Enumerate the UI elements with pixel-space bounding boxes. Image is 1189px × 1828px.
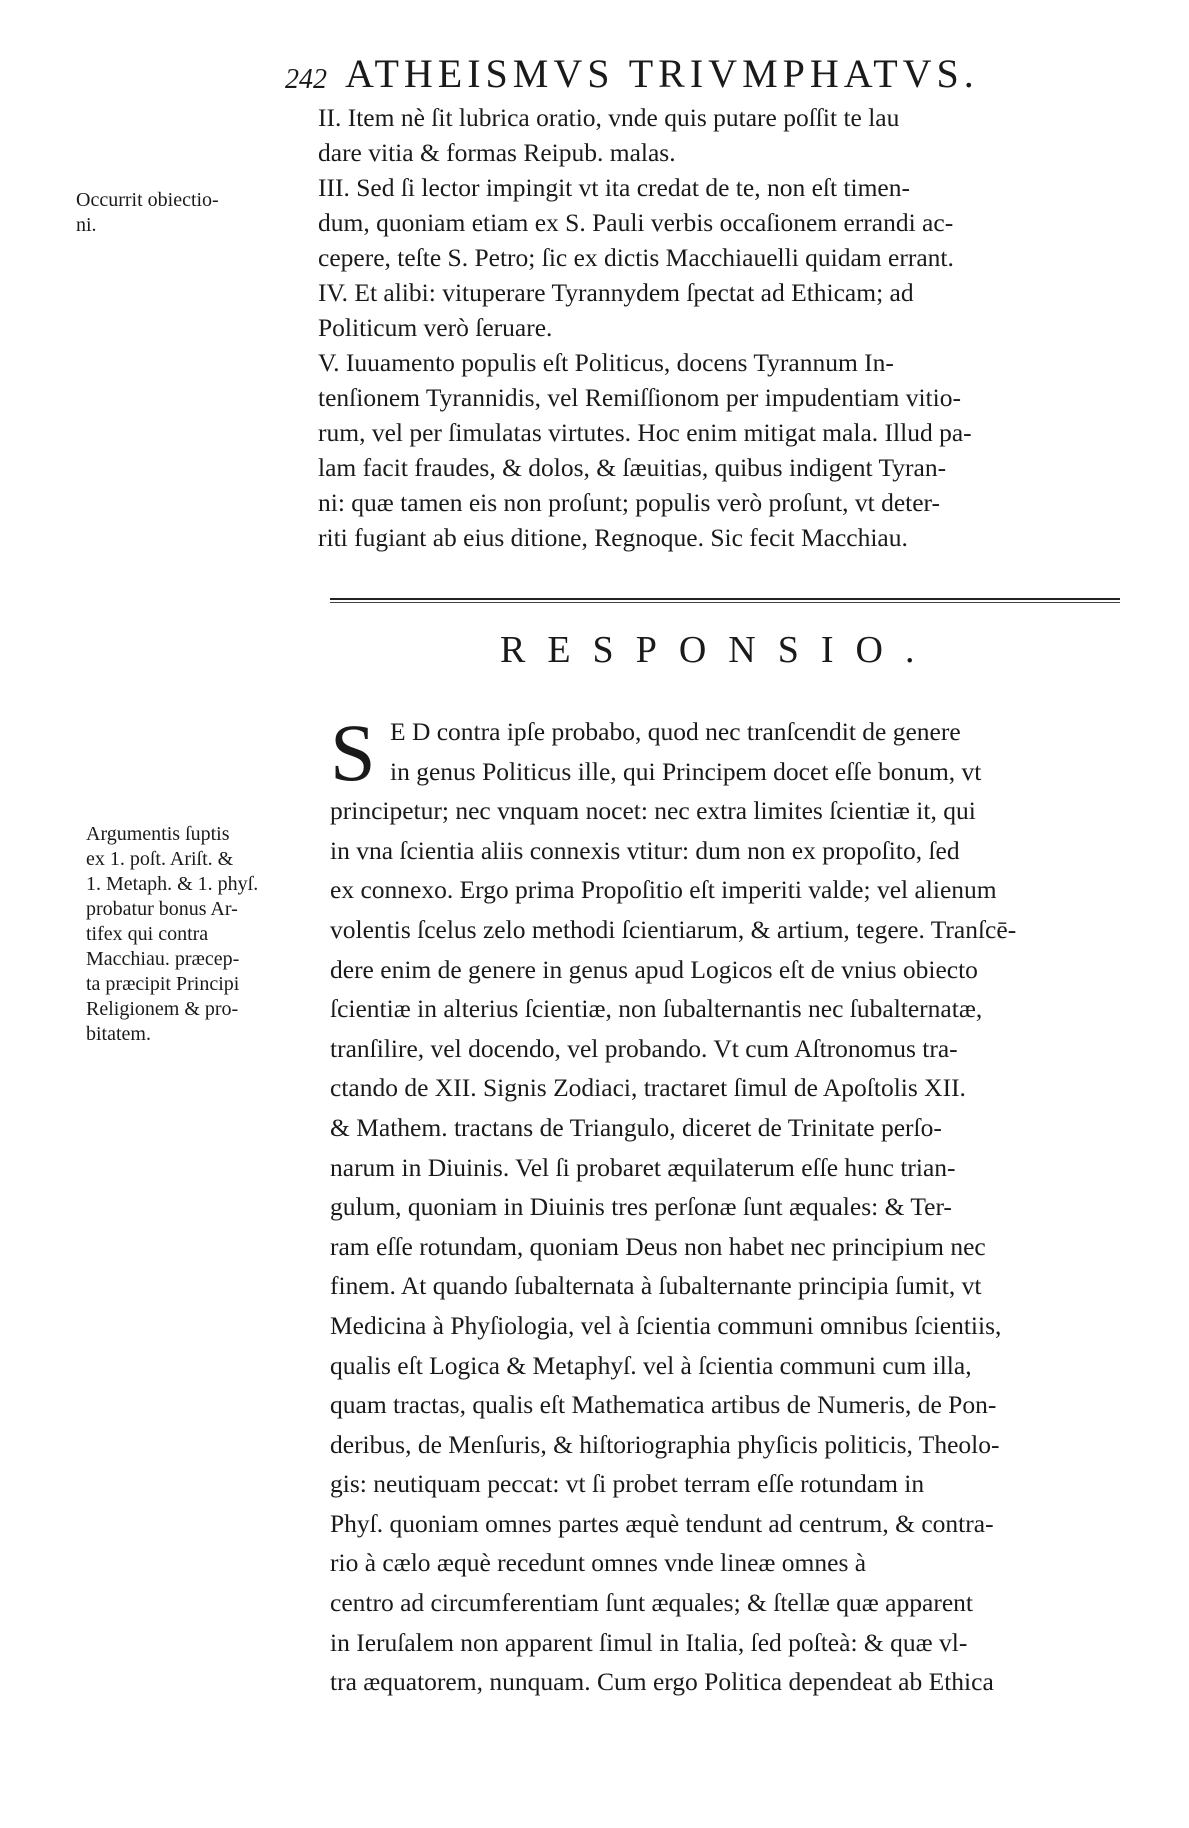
divider-rule — [330, 602, 1120, 603]
section-heading: RESPONSIO. — [500, 629, 937, 671]
text-line: qualis eſt Logica & Metaphyſ. vel à ſcientia communi cum illa, — [330, 1350, 972, 1380]
text-line: ſcientiæ in alterius ſcientiæ, non ſubalternantis nec ſubalternatæ, — [330, 994, 983, 1024]
margin-note-line: ex 1. poſt. Ariſt. & — [86, 848, 234, 870]
drop-cap: S — [330, 707, 376, 798]
text-line: finem. At quando ſubalternata à ſubalternante principia ſumit, vt — [330, 1271, 982, 1301]
text-line: lam facit fraudes, & dolos, & ſæuitias, quibus indigent Tyran- — [318, 453, 947, 482]
text-line: dere enim de genere in genus apud Logicos eſt de vnius obiecto — [330, 954, 978, 984]
objection-paragraph-4 — [318, 275, 1128, 345]
text-line: ni: quæ tamen eis non proſunt; populis verò proſunt, vt deter- — [318, 488, 941, 517]
text-line: gis: neutiquam peccat: vt ſi probet terram eſſe rotundam in — [330, 1469, 925, 1499]
section-divider — [330, 598, 1120, 604]
objection-paragraph-3 — [318, 170, 1128, 275]
text-line: principetur; nec vnquam nocet: nec extra limites ſcientiæ it, qui — [330, 796, 976, 826]
text-line: tranſilire, vel docendo, vel probando. Vt cum Aſtronomus tra- — [330, 1033, 958, 1063]
margin-note-line: Argumentis ſuptis — [86, 823, 230, 845]
text-line: tra æquatorem, nunquam. Cum ergo Politica dependeat ab Ethica — [330, 1667, 994, 1697]
text-line: & Mathem. tractans de Triangulo, diceret de Trinitate perſo- — [330, 1112, 942, 1142]
text-line: Medicina à Phyſiologia, vel à ſcientia communi omnibus ſcientiis, — [330, 1310, 1002, 1340]
divider-rule — [330, 598, 1120, 600]
margin-note-line: Occurrit obiectio- — [76, 189, 219, 211]
text-line: II. Item nè ſit lubrica oratio, vnde quis putare poſſit te lau — [318, 103, 900, 132]
margin-note-line: 1. Metaph. & 1. phyſ. — [86, 873, 259, 895]
text-line: cepere, teſte S. Petro; ſic ex dictis Macchiauelli quidam errant. — [318, 243, 954, 272]
text-line: Phyſ. quoniam omnes partes æquè tendunt ad centrum, & contra- — [330, 1508, 994, 1538]
margin-note-line: Macchiau. præcep- — [86, 948, 240, 970]
response-body — [330, 707, 1130, 1702]
text-line: narum in Diuinis. Vel ſi probaret æquilaterum eſſe hunc trian- — [330, 1152, 956, 1182]
text-line: V. Iuuamento populis eſt Politicus, docens Tyrannum In- — [318, 348, 894, 377]
text-line: quam tractas, qualis eſt Mathematica artibus de Numeris, de Pon- — [330, 1390, 997, 1420]
text-line: rio à cælo æquè recedunt omnes vnde lineæ omnes à — [330, 1548, 867, 1578]
text-line: Politicum verò ſeruare. — [318, 313, 553, 342]
margin-note-line: ni. — [76, 214, 97, 236]
page-number: 242 — [285, 64, 327, 95]
text-line: in Ieruſalem non apparent ſimul in Italia, ſed poſteà: & quæ vl- — [330, 1627, 968, 1657]
text-line: in genus Politicus ille, qui Principem docet eſſe bonum, vt — [390, 756, 982, 786]
text-line: III. Sed ſi lector impingit vt ita credat de te, non eſt timen- — [318, 173, 910, 202]
margin-note-line: tifex qui contra — [86, 923, 209, 945]
text-line: deribus, de Menſuris, & hiſtoriographia phyſicis politicis, Theolo- — [330, 1429, 1000, 1459]
text-line: ex connexo. Ergo prima Propoſitio eſt imperiti valde; vel alienum — [330, 875, 997, 905]
text-line: IV. Et alibi: vituperare Tyrannydem ſpectat ad Ethicam; ad — [318, 278, 914, 307]
text-line: ctando de XII. Signis Zodiaci, tractaret ſimul de Apoſtolis XII. — [330, 1073, 966, 1103]
margin-note-line: Religionem & pro- — [86, 998, 239, 1020]
margin-note-line: bitatem. — [86, 1023, 151, 1045]
objection-paragraph-2 — [318, 100, 1128, 170]
text-line: gulum, quoniam in Diuinis tres perſonæ ſunt æquales: & Ter- — [330, 1192, 952, 1222]
objection-paragraph-5 — [318, 345, 1128, 555]
text-line: E D contra ipſe probabo, quod nec tranſcendit de genere — [390, 717, 961, 746]
text-line: volentis ſcelus zelo methodi ſcientiarum, & artium, tegere. Tranſcē- — [330, 914, 1017, 944]
text-line: ram eſſe rotundam, quoniam Deus non habet nec principium nec — [330, 1231, 986, 1261]
text-line: rum, vel per ſimulatas virtutes. Hoc enim mitigat mala. Illud pa- — [318, 418, 972, 447]
text-line: centro ad circumferentiam ſunt æquales; & ſtellæ quæ apparent — [330, 1588, 973, 1618]
margin-note-line: ta præcipit Principi — [86, 973, 240, 995]
text-line: dare vitia & formas Reipub. malas. — [318, 138, 676, 167]
text-line: dum, quoniam etiam ex S. Pauli verbis occaſionem errandi ac- — [318, 208, 954, 237]
margin-note-line: probatur bonus Ar- — [86, 898, 238, 920]
running-title: ATHEISMVS TRIVMPHATVS. — [345, 51, 979, 96]
text-line: tenſionem Tyrannidis, vel Remiſſionom per impudentiam vitio- — [318, 383, 961, 412]
margin-note-argument — [86, 822, 258, 1047]
text-line: in vna ſcientia aliis connexis vtitur: dum non ex propoſito, ſed — [330, 835, 960, 865]
text-line: riti fugiant ab eius ditione, Regnoque. Sic fecit Macchiau. — [318, 523, 908, 552]
page-header — [285, 50, 1115, 100]
margin-note-objection — [76, 188, 219, 238]
